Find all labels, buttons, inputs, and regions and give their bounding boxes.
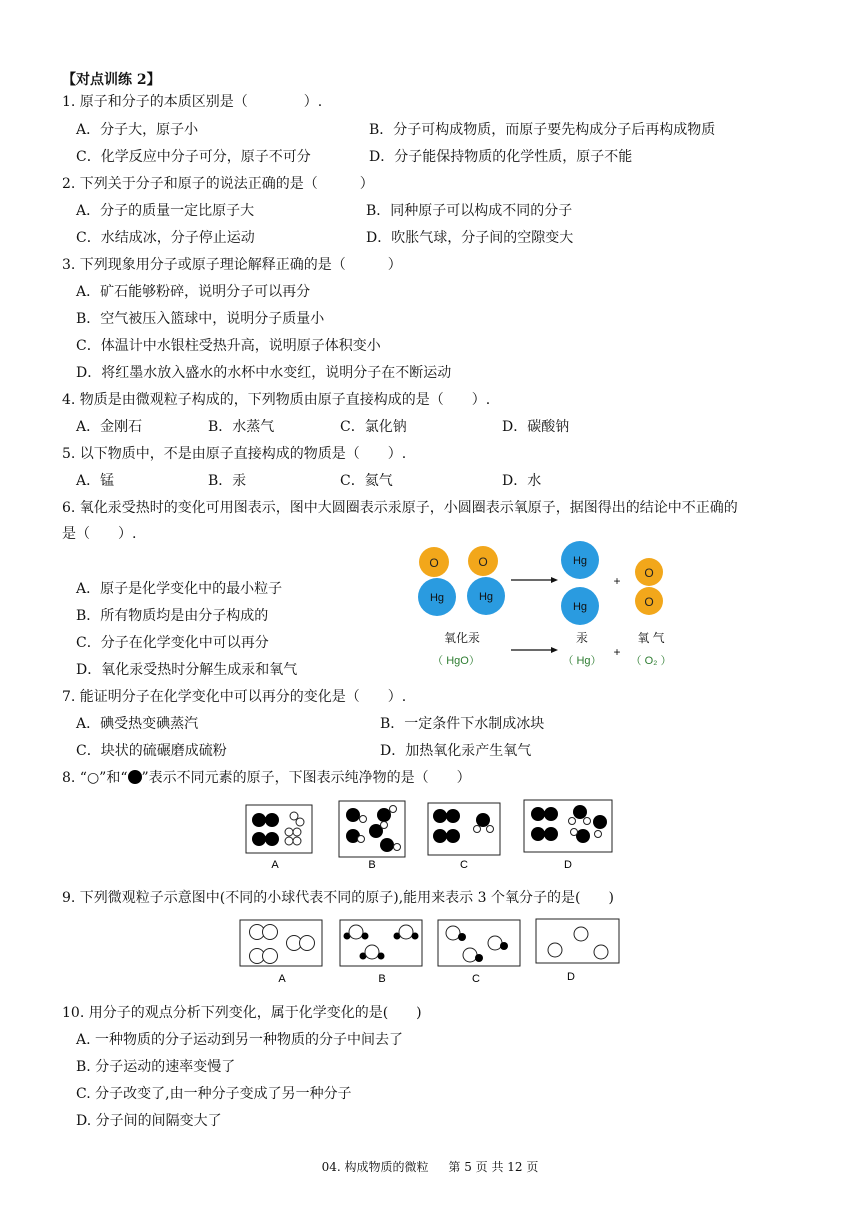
diagram-label-b: B — [368, 859, 376, 871]
q10-option-c: C. 分子改变了,由一种分子变成了另一种分子 — [76, 1086, 352, 1102]
diagram-label-d: D — [567, 971, 575, 983]
q5-option-a: A．锰 — [76, 473, 115, 489]
q8-particle-diagrams — [240, 796, 620, 878]
oxygen-atom-label: O — [644, 595, 654, 609]
q7-option-a: A．碘受热变碘蒸汽 — [76, 716, 199, 732]
question-6-stem-line2: 是（ ）. — [62, 526, 137, 542]
q6-option-d: D．氧化汞受热时分解生成汞和氧气 — [76, 662, 298, 678]
mercury-atom-label: Hg — [429, 592, 445, 604]
oxygen-atom-label: O — [644, 566, 654, 580]
q5-option-d: D．水 — [502, 473, 542, 489]
q1-option-b: B．分子可构成物质，而原子要先构成分子后再构成物质 — [369, 122, 716, 138]
q4-option-d: D．碳酸钠 — [502, 419, 570, 435]
q3-option-a: A．矿石能够粉碎，说明分子可以再分 — [76, 284, 311, 300]
plus-sign: + — [613, 645, 621, 659]
question-2-stem: 2. 下列关于分子和原子的说法正确的是（ ） — [62, 176, 374, 192]
q5-option-c: C．氦气 — [340, 473, 393, 489]
q10-option-a: A. 一种物质的分子运动到另一种物质的分子中间去了 — [76, 1032, 404, 1048]
reactant-name: 氧化汞 — [443, 631, 481, 645]
product-oxygen-formula: （ O₂ ） — [630, 655, 672, 667]
q3-option-d: D．将红墨水放入盛水的水杯中水变红，说明分子在不断运动 — [76, 365, 452, 381]
question-7-stem: 7. 能证明分子在化学变化中可以再分的变化是（ ）. — [62, 689, 407, 705]
oxygen-atom-label: O — [429, 556, 439, 570]
product-oxygen-name: 氧 气 — [637, 631, 665, 645]
oxygen-atom-label: O — [478, 555, 488, 569]
footer-page-number: 第 5 页 共 12 页 — [448, 1160, 539, 1174]
q3-option-c: C．体温计中水银柱受热升高，说明原子体积变小 — [76, 338, 381, 354]
q7-option-c: C．块状的硫碾磨成硫粉 — [76, 743, 227, 759]
section-title: 【对点训练 2】 — [62, 72, 161, 88]
mercury-oxide-decomposition-diagram — [410, 540, 680, 675]
question-8-stem — [62, 768, 471, 788]
product-mercury-name: 汞 — [575, 631, 589, 645]
q6-option-b: B．所有物质均是由分子构成的 — [76, 608, 269, 624]
q1-option-d: D．分子能保持物质的化学性质，原子不能 — [369, 149, 633, 165]
q3-option-b: B．空气被压入篮球中，说明分子质量小 — [76, 311, 325, 327]
diagram-label-b: B — [378, 973, 386, 985]
diagram-label-c: C — [472, 973, 480, 985]
q6-option-a: A．原子是化学变化中的最小粒子 — [76, 581, 283, 597]
mercury-atom-label: Hg — [572, 601, 588, 613]
diagram-box-a — [246, 805, 312, 853]
q10-option-b: B. 分子运动的速率变慢了 — [76, 1059, 236, 1075]
diagram-label-d: D — [564, 859, 572, 871]
q4-option-a: A．金刚石 — [76, 419, 143, 435]
reaction-arrowhead — [551, 647, 558, 653]
q4-option-b: B．水蒸气 — [208, 419, 275, 435]
question-1-stem: 1. 原子和分子的本质区别是（ ）. — [62, 94, 323, 110]
reaction-arrowhead — [551, 577, 558, 583]
q2-option-d: D．吹胀气球，分子间的空隙变大 — [366, 230, 574, 246]
black-atom-symbol — [128, 770, 142, 784]
q2-option-a: A．分子的质量一定比原子大 — [76, 203, 255, 219]
q6-option-c: C．分子在化学变化中可以再分 — [76, 635, 269, 651]
q5-option-b: B．汞 — [208, 473, 247, 489]
q9-particle-diagrams — [236, 914, 626, 990]
q10-option-d: D. 分子间的间隔变大了 — [76, 1113, 222, 1129]
plus-sign: + — [613, 574, 621, 588]
diagram-label-a: A — [278, 973, 286, 985]
mercury-atom-label: Hg — [572, 555, 588, 567]
q2-option-c: C．水结成冰，分子停止运动 — [76, 230, 255, 246]
diagram-label-c: C — [460, 859, 468, 871]
reactant-formula: （ HgO） — [432, 655, 480, 667]
q1-option-a: A．分子大，原子小 — [76, 122, 199, 138]
page-footer — [0, 1158, 860, 1175]
question-10-stem: 10. 用分子的观点分析下列变化，属于化学变化的是( ) — [62, 1005, 422, 1021]
diagram-label-a: A — [271, 859, 279, 871]
question-9-stem: 9. 下列微观粒子示意图中(不同的小球代表不同的原子),能用来表示 3 个氧分子的是( ) — [62, 890, 614, 906]
q2-option-b: B．同种原子可以构成不同的分子 — [366, 203, 573, 219]
mercury-atom-label: Hg — [478, 591, 494, 603]
question-4-stem: 4. 物质是由微观粒子构成的，下列物质由原子直接构成的是（ ）. — [62, 392, 491, 408]
q1-option-c: C．化学反应中分子可分，原子不可分 — [76, 149, 311, 165]
q7-option-d: D．加热氧化汞产生氧气 — [380, 743, 532, 759]
question-5-stem: 5. 以下物质中，不是由原子直接构成的物质是（ ）. — [62, 446, 407, 462]
product-mercury-formula: （ Hg） — [562, 655, 602, 667]
q8-stem-part2: ”表示不同元素的原子，下图表示纯净物的是（ ） — [141, 770, 471, 786]
footer-document-title: 04. 构成物质的微粒 — [321, 1160, 429, 1174]
q7-option-b: B．一定条件下水制成冰块 — [380, 716, 545, 732]
question-3-stem: 3. 下列现象用分子或原子理论解释正确的是（ ） — [62, 257, 402, 273]
q4-option-c: C．氯化钠 — [340, 419, 407, 435]
question-6-stem-line1: 6. 氧化汞受热时的变化可用图表示，图中大圆圈表示汞原子，小圆圈表示氧原子，据图得出的结论中不正确的 — [62, 500, 738, 516]
q8-stem-part1: 8. “○”和“ — [62, 770, 128, 786]
